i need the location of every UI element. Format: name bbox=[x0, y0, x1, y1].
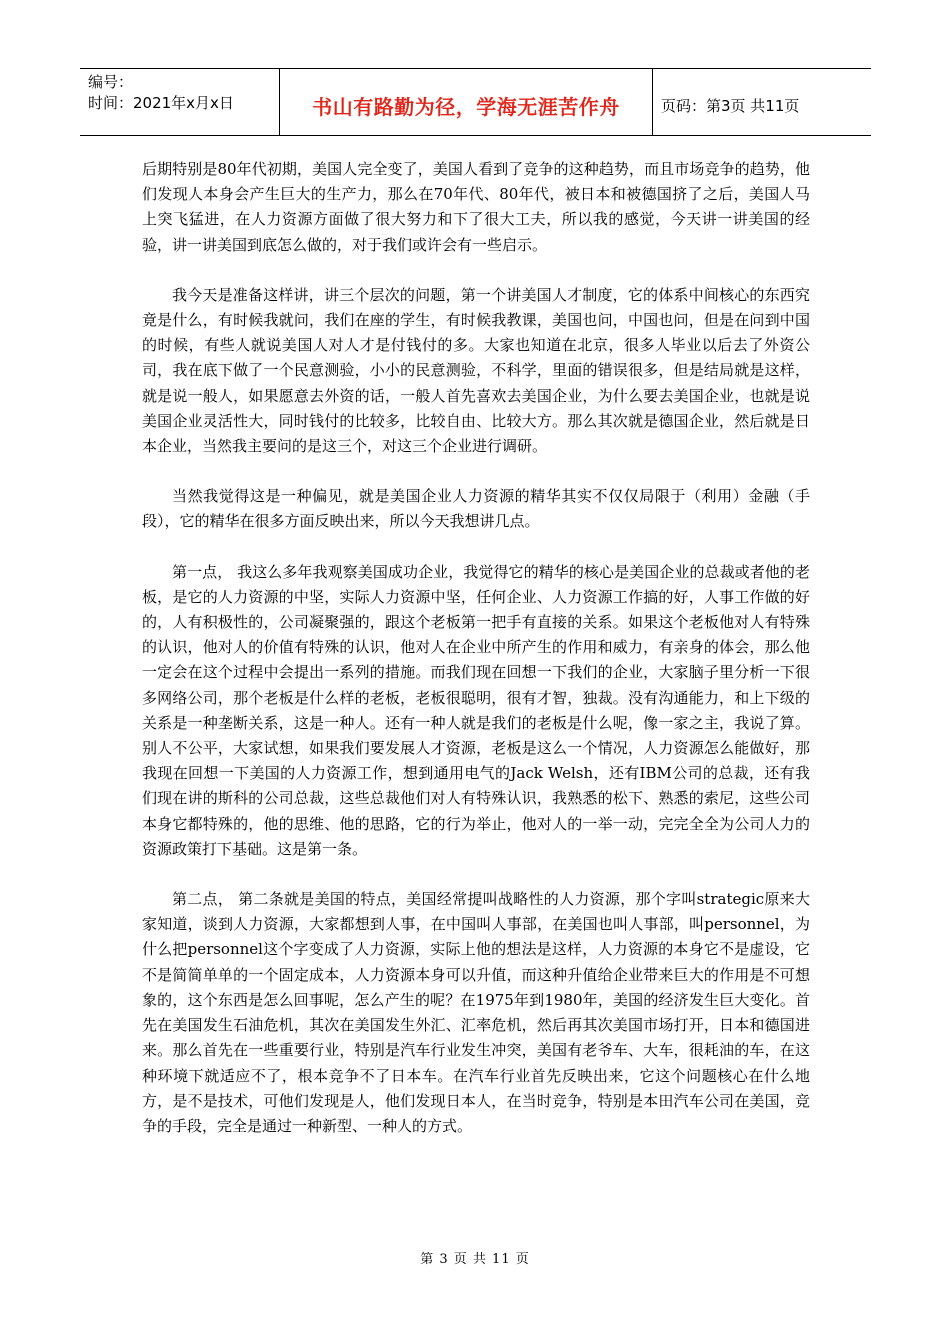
document-body bbox=[142, 157, 810, 1139]
page-header bbox=[80, 68, 871, 136]
header-meta bbox=[80, 69, 280, 135]
header-page-number: 页码：第3页 共11页 bbox=[661, 96, 800, 115]
paragraph: 我今天是准备这样讲，讲三个层次的问题，第一个讲美国人才制度，它的体系中间核心的东西究竟是什么，有时候我就问，我们在座的学生，有时候我教课，美国也问，中国也问，但是在问到中国的时候，有些人就说美国人对人才是付钱付的多。大家也知道在北京，很多人毕业以后去了外资公司，我在底下做了一个民意测验，小小的民意测验，不科学，里面的错误很多，但是结局就是这样，就是说一般人，如果愿意去外资的话，一般人首先喜欢去美国企业，为什么要去美国企业，也就是说美国企业灵活性大，同时钱付的比较多，比较自由、比较大方。那么其次就是德国企业，然后就是日本企业，当然我主要问的是这三个，对这三个企业进行调研。 bbox=[142, 285, 810, 456]
header-motto: 书山有路勤为径，学海无涯苦作舟 bbox=[280, 69, 653, 135]
document-number-label: 编号： bbox=[88, 73, 134, 91]
page-footer: 第 3 页 共 11 页 bbox=[420, 1252, 530, 1267]
paragraph: 后期特别是80年代初期，美国人完全变了，美国人看到了竞争的这种趋势，而且市场竞争的趋势，他们发现人本身会产生巨大的生产力，那么在70年代、80年代，被日本和被德国挤了之后，美国人马上突飞猛进，在人力资源方面做了很大努力和下了很大工夫，所以我的感觉，今天讲一讲美国的经验，讲一讲美国到底怎么做的，对于我们或许会有一些启示。 bbox=[142, 160, 810, 254]
paragraph: 第二点， 第二条就是美国的特点，美国经常提叫战略性的人力资源，那个字叫strategic原来大家知道，谈到人力资源，大家都想到人事，在中国叫人事部，在美国也叫人事部，叫personnel，为什么把personnel这个字变成了人力资源，实际上他的想法是这样，人力资源的本身它不是虚设，它不是简简单单的一个固定成本，人力资源本身可以升值，而这种升值给企业带来巨大的作用是不可想象的，这个东西是怎么回事呢，怎么产生的呢？在1975年到1980年，美国的经济发生巨大变化。首先在美国发生石油危机，其次在美国发生外汇、汇率危机，然后再其次美国市场打开，日本和德国进来。那么首先在一些重要行业，特别是汽车行业发生冲突，美国有老爷车、大车，很耗油的车，在这种环境下就适应不了，根本竞争不了日本车。在汽车行业首先反映出来，它这个问题核心在什么地方，是不是技术，可他们发现是人，他们发现日本人，在当时竞争，特别是本田汽车公司在美国，竞争的手段，完全是通过一种新型、一种人的方式。 bbox=[142, 890, 810, 1135]
paragraph: 当然我觉得这是一种偏见，就是美国企业人力资源的精华其实不仅仅局限于（利用）金融（手段），它的精华在很多方面反映出来，所以今天我想讲几点。 bbox=[142, 487, 810, 531]
paragraph: 第一点， 我这么多年我观察美国成功企业，我觉得它的精华的核心是美国企业的总裁或者他的老板，是它的人力资源的中坚，实际人力资源中坚，任何企业、人力资源工作搞的好，人事工作做的好的，人有积极性的，公司凝聚强的，跟这个老板第一把手有直接的关系。如果这个老板他对人有特殊的认识，他对人的价值有特殊的认识，他对人在企业中所产生的作用和威力，有亲身的体会，那么他一定会在这个过程中会提出一系列的措施。而我们现在回想一下我们的企业，大家脑子里分析一下很多网络公司，那个老板是什么样的老板，老板很聪明，很有才智，独裁。没有沟通能力，和上下级的关系是一种垄断关系，这是一种人。还有一种人就是我们的老板是什么呢，像一家之主，我说了算。别人不公平，大家试想，如果我们要发展人才资源，老板是这么一个情况，人力资源怎么能做好，那我现在回想一下美国的人力资源工作，想到通用电气的Jack Welsh，还有IBM公司的总裁，还有我们现在讲的斯科的公司总裁，这些总裁他们对人有特殊认识，我熟悉的松下、熟悉的索尼，这些公司本身它都特殊的，他的思维、他的思路，它的行为举止，他对人的一举一动，完完全全为公司人力的资源政策打下基础。这是第一条。 bbox=[142, 562, 810, 858]
document-date-label: 时间：2021年x月x日 bbox=[88, 94, 234, 112]
